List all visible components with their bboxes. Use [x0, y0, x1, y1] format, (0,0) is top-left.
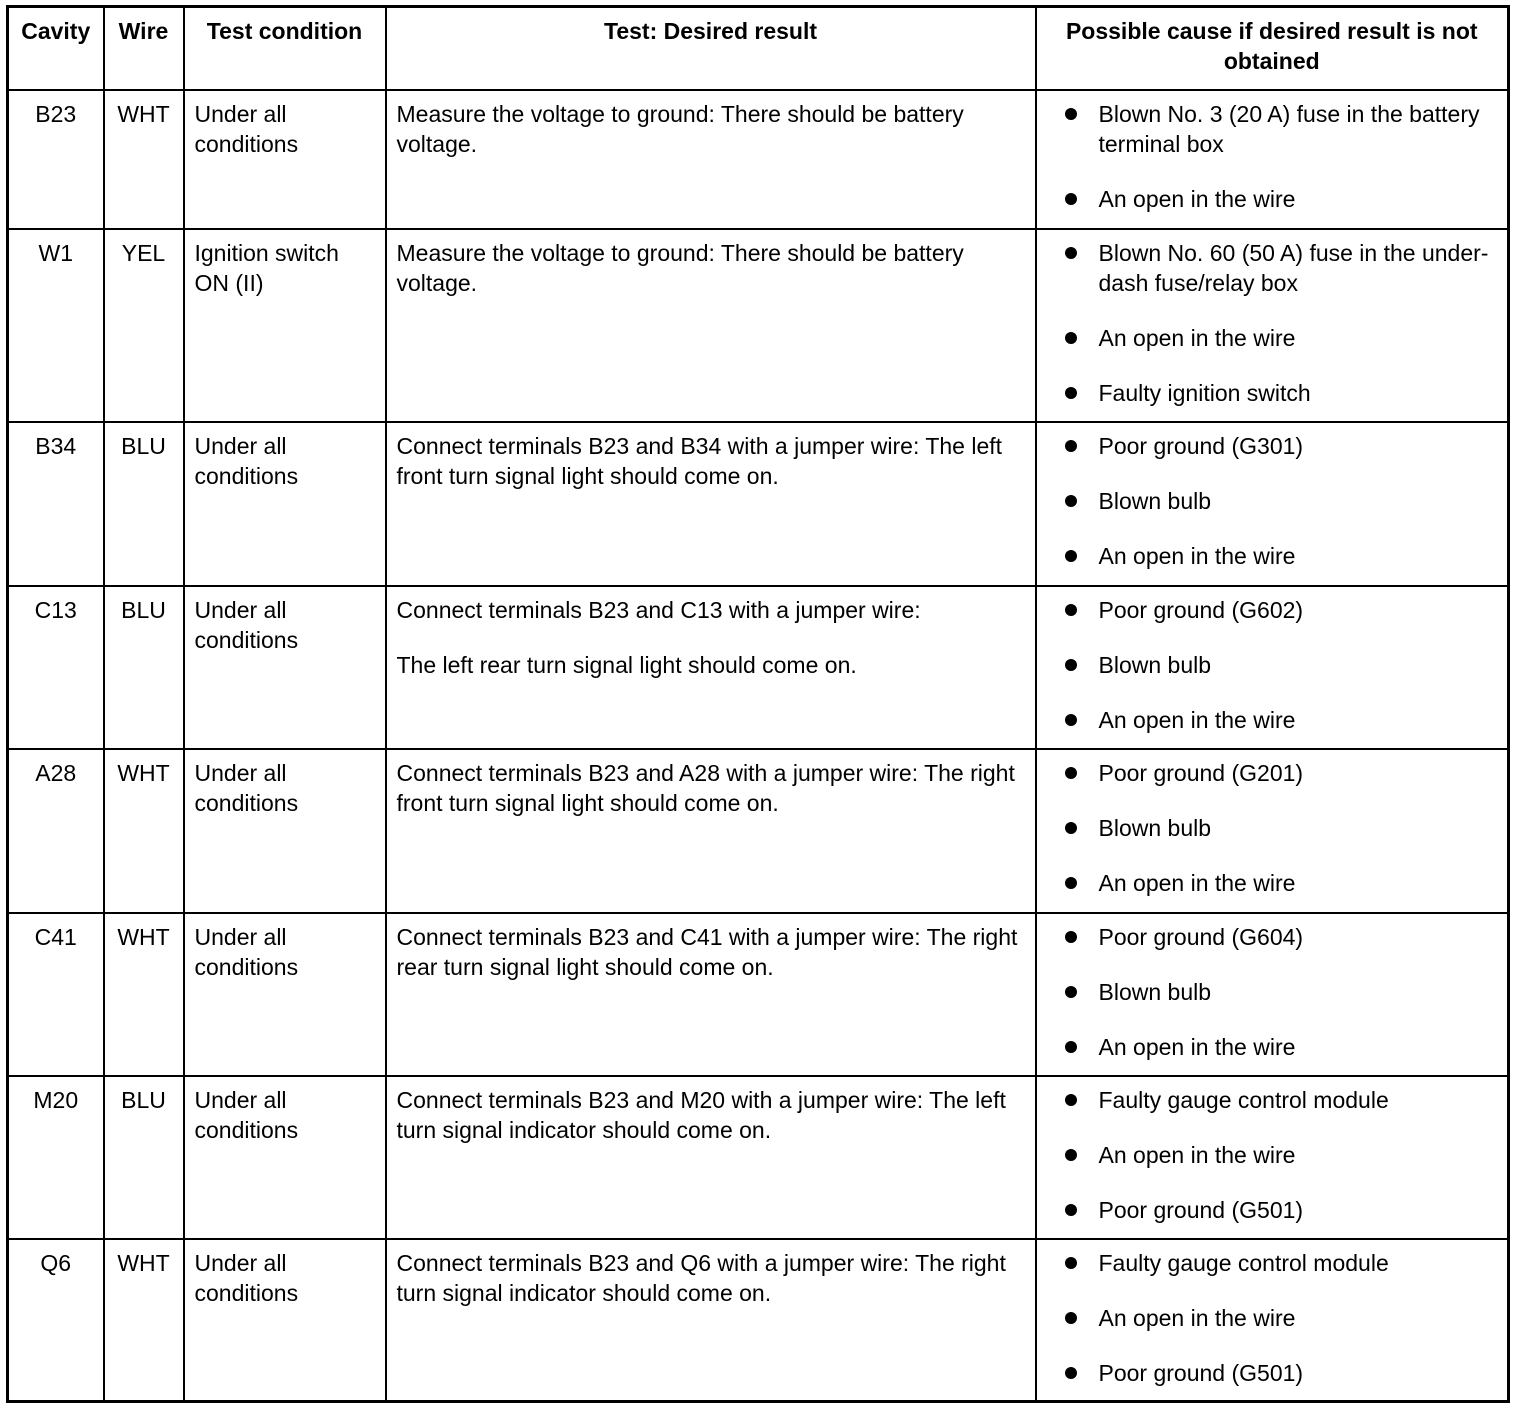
cause-text: An open in the wire	[1098, 1033, 1296, 1060]
bullet-icon	[1065, 986, 1077, 998]
header-possible-cause: Possible cause if desired result is not obtained	[1036, 7, 1509, 90]
list-item	[1065, 868, 1498, 898]
result-text: Connect terminals B23 and C13 with a jumper wire:	[396, 596, 921, 623]
test-condition-cell: Under all conditions	[184, 913, 386, 1076]
header-cavity: Cavity	[8, 7, 104, 90]
result-text: Connect terminals B23 and C41 with a jumper wire: The right rear turn signal light should come on.	[396, 923, 1018, 980]
table-body	[8, 90, 1509, 1402]
table-row	[8, 229, 1509, 422]
cause-text: Blown bulb	[1098, 978, 1212, 1005]
test-table	[6, 5, 1510, 1403]
list-item	[1065, 758, 1498, 788]
wire-cell: BLU	[104, 586, 184, 749]
cause-list	[1065, 758, 1498, 898]
cause-text: Faulty gauge control module	[1098, 1249, 1389, 1276]
cause-text: Blown bulb	[1098, 814, 1212, 841]
cause-text: An open in the wire	[1098, 324, 1296, 351]
wire-cell: WHT	[104, 1239, 184, 1402]
list-item	[1065, 705, 1498, 735]
cause-text: Faulty gauge control module	[1098, 1086, 1389, 1113]
cause-text: An open in the wire	[1098, 542, 1296, 569]
bullet-icon	[1065, 767, 1077, 779]
desired-result-cell	[386, 1076, 1036, 1239]
cause-text: Blown bulb	[1098, 651, 1212, 678]
desired-result-cell	[386, 1239, 1036, 1402]
header-test-condition: Test condition	[184, 7, 386, 90]
list-item	[1065, 238, 1498, 298]
list-item	[1065, 650, 1498, 680]
wire-cell: WHT	[104, 90, 184, 229]
bullet-icon	[1065, 659, 1077, 671]
possible-cause-cell	[1036, 422, 1509, 586]
bullet-icon	[1065, 604, 1077, 616]
bullet-icon	[1065, 714, 1077, 726]
list-item	[1065, 541, 1498, 571]
list-item	[1065, 1032, 1498, 1062]
result-text: Connect terminals B23 and A28 with a jumper wire: The right front turn signal light should come on.	[396, 759, 1015, 816]
bullet-icon	[1065, 193, 1077, 205]
cause-text: Poor ground (G201)	[1098, 759, 1304, 786]
result-text: The left rear turn signal light should come on.	[396, 651, 857, 678]
table-row	[8, 586, 1509, 749]
possible-cause-cell	[1036, 913, 1509, 1076]
cause-list	[1065, 431, 1498, 571]
bullet-icon	[1065, 877, 1077, 889]
bullet-icon	[1065, 387, 1077, 399]
list-item	[1065, 595, 1498, 625]
list-item	[1065, 1303, 1498, 1333]
list-item	[1065, 99, 1498, 159]
test-condition-cell: Under all conditions	[184, 749, 386, 913]
table-row	[8, 422, 1509, 586]
test-condition-cell: Under all conditions	[184, 422, 386, 586]
cause-text: Faulty ignition switch	[1098, 379, 1311, 406]
wire-cell: WHT	[104, 749, 184, 913]
cause-list	[1065, 595, 1498, 735]
desired-result-cell	[386, 229, 1036, 422]
cause-text: Poor ground (G301)	[1098, 432, 1304, 459]
desired-result-cell	[386, 90, 1036, 229]
cause-text: Poor ground (G501)	[1098, 1196, 1304, 1223]
list-item	[1065, 813, 1498, 843]
cavity-cell: A28	[8, 749, 104, 913]
cause-text: An open in the wire	[1098, 185, 1296, 212]
bullet-icon	[1065, 1312, 1077, 1324]
header-wire: Wire	[104, 7, 184, 90]
cause-text: An open in the wire	[1098, 1141, 1296, 1168]
test-condition-cell: Under all conditions	[184, 1239, 386, 1402]
cause-list	[1065, 1085, 1498, 1225]
cavity-cell: B23	[8, 90, 104, 229]
wire-cell: WHT	[104, 913, 184, 1076]
possible-cause-cell	[1036, 749, 1509, 913]
bullet-icon	[1065, 1041, 1077, 1053]
list-item	[1065, 922, 1498, 952]
possible-cause-cell	[1036, 1239, 1509, 1402]
list-item	[1065, 184, 1498, 214]
bullet-icon	[1065, 108, 1077, 120]
desired-result-cell	[386, 913, 1036, 1076]
bullet-icon	[1065, 1204, 1077, 1216]
list-item	[1065, 323, 1498, 353]
cause-text: Blown No. 60 (50 A) fuse in the under-dash fuse/relay box	[1098, 239, 1489, 296]
header-desired-result: Test: Desired result	[386, 7, 1036, 90]
bullet-icon	[1065, 1094, 1077, 1106]
cavity-cell: W1	[8, 229, 104, 422]
desired-result-cell	[386, 422, 1036, 586]
cause-list	[1065, 922, 1498, 1062]
list-item	[1065, 1195, 1498, 1225]
list-item	[1065, 486, 1498, 516]
table-row	[8, 749, 1509, 913]
bullet-icon	[1065, 1367, 1077, 1379]
list-item	[1065, 1248, 1498, 1278]
wire-cell: YEL	[104, 229, 184, 422]
wire-cell: BLU	[104, 422, 184, 586]
bullet-icon	[1065, 332, 1077, 344]
list-item	[1065, 1140, 1498, 1170]
cause-text: An open in the wire	[1098, 1304, 1296, 1331]
desired-result-cell	[386, 749, 1036, 913]
result-text: Connect terminals B23 and B34 with a jumper wire: The left front turn signal light should come on.	[396, 432, 1003, 489]
cause-list	[1065, 238, 1498, 408]
cause-list	[1065, 99, 1498, 214]
cause-text: Blown bulb	[1098, 487, 1212, 514]
bullet-icon	[1065, 550, 1077, 562]
possible-cause-cell	[1036, 586, 1509, 749]
test-condition-cell: Under all conditions	[184, 586, 386, 749]
wire-cell: BLU	[104, 1076, 184, 1239]
possible-cause-cell	[1036, 229, 1509, 422]
test-condition-cell: Under all conditions	[184, 90, 386, 229]
cause-list	[1065, 1248, 1498, 1388]
bullet-icon	[1065, 822, 1077, 834]
test-condition-cell: Ignition switch ON (II)	[184, 229, 386, 422]
table-row	[8, 1239, 1509, 1402]
cause-text: Poor ground (G604)	[1098, 923, 1304, 950]
test-condition-cell: Under all conditions	[184, 1076, 386, 1239]
list-item	[1065, 977, 1498, 1007]
bullet-icon	[1065, 931, 1077, 943]
list-item	[1065, 1358, 1498, 1388]
bullet-icon	[1065, 1149, 1077, 1161]
header-row	[8, 7, 1509, 90]
bullet-icon	[1065, 1257, 1077, 1269]
list-item	[1065, 1085, 1498, 1115]
cause-text: An open in the wire	[1098, 706, 1296, 733]
cavity-cell: M20	[8, 1076, 104, 1239]
result-text: Connect terminals B23 and Q6 with a jumper wire: The right turn signal indicator should come on.	[396, 1249, 1006, 1306]
bullet-icon	[1065, 247, 1077, 259]
cause-text: Blown No. 3 (20 A) fuse in the battery terminal box	[1098, 100, 1480, 157]
cause-text: Poor ground (G501)	[1098, 1359, 1304, 1386]
table-row	[8, 913, 1509, 1076]
table-row	[8, 1076, 1509, 1239]
result-text: Measure the voltage to ground: There should be battery voltage.	[396, 100, 964, 157]
bullet-icon	[1065, 495, 1077, 507]
result-text: Connect terminals B23 and M20 with a jumper wire: The left turn signal indicator should come on.	[396, 1086, 1006, 1143]
possible-cause-cell	[1036, 1076, 1509, 1239]
cause-text: An open in the wire	[1098, 869, 1296, 896]
cavity-cell: C13	[8, 586, 104, 749]
possible-cause-cell	[1036, 90, 1509, 229]
desired-result-cell	[386, 586, 1036, 749]
cavity-cell: C41	[8, 913, 104, 1076]
table-row	[8, 90, 1509, 229]
cause-text: Poor ground (G602)	[1098, 596, 1304, 623]
result-text: Measure the voltage to ground: There should be battery voltage.	[396, 239, 964, 296]
list-item	[1065, 431, 1498, 461]
bullet-icon	[1065, 440, 1077, 452]
list-item	[1065, 378, 1498, 408]
cavity-cell: B34	[8, 422, 104, 586]
cavity-cell: Q6	[8, 1239, 104, 1402]
